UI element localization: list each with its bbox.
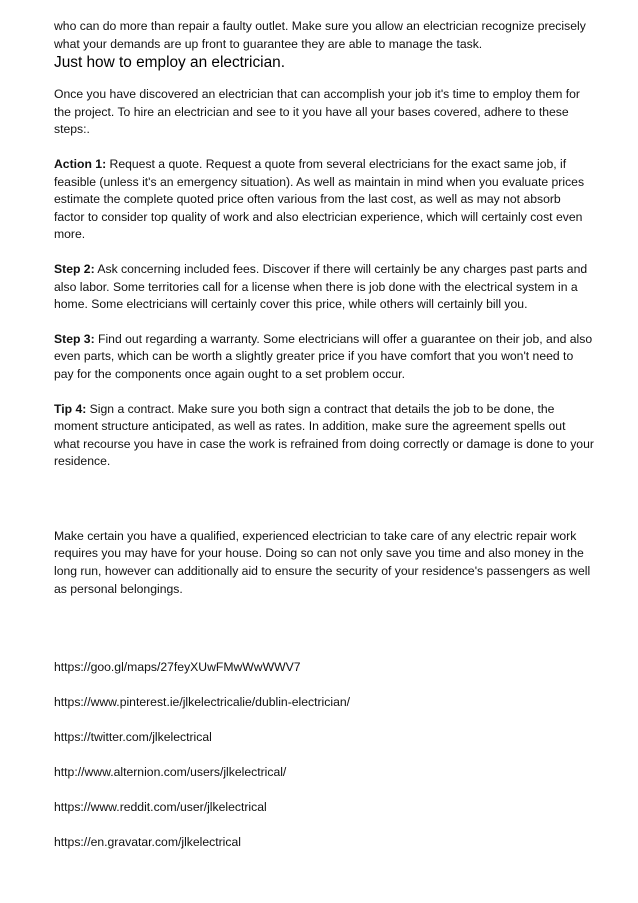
opening-paragraph: Once you have discovered an electrician that can accomplish your job it's time to employ them for the project. To hire an electrician and see to it you have all your bases covered, adhere to these steps:. — [54, 87, 580, 137]
step-paragraph-2 — [54, 261, 594, 314]
link-alternion[interactable]: http://www.alternion.com/users/jlkelectrical/ — [54, 765, 287, 780]
step-paragraph-1 — [54, 156, 594, 244]
step-label-2: Step 2: — [54, 261, 95, 276]
step-text-3: Find out regarding a warranty. Some electricians will offer a guarantee on their job, and also even parts, which can be worth a slightly greater price if you have comfort that you won't need to pay for the components once again ought to a set problem occur. — [54, 331, 593, 381]
section-heading: Just how to employ an electrician. — [54, 54, 285, 72]
step-label-3: Step 3: — [54, 331, 95, 346]
link-google-maps[interactable]: https://goo.gl/maps/27feyXUwFMwWwWWV7 — [54, 660, 301, 675]
step-text-2: Ask concerning included fees. Discover if there will certainly be any charges past parts and also labor. Some territories call for a license when there is job done with the electrical system in a home. Some electricians will certainly cover this price, while others will certainly bill you. — [54, 261, 588, 312]
step-text-1: Request a quote. Request a quote from several electricians for the exact same job, if feasible (unless it's an emergency situation). As well as maintain in mind when you evaluate prices estimate the complete quoted price often various from the last cost, as well as may not absorb factor to consider top quality of work and also electrician experience, which will certainly cost even more. — [54, 156, 585, 242]
step-text-4: Sign a contract. Make sure you both sign a contract that details the job to be done, the moment structure anticipated, as well as rates. In addition, make sure the agreement spells out what recourse you have in case the work is refrained from doing correctly or damage is done to your residence. — [54, 401, 594, 469]
link-gravatar[interactable]: https://en.gravatar.com/jlkelectrical — [54, 835, 241, 850]
blank-space — [54, 488, 594, 528]
step-label-4: Tip 4: — [54, 401, 87, 416]
blank-space — [54, 615, 594, 659]
closing-paragraph: Make certain you have a qualified, experienced electrician to take care of any electric repair work requires you may have for your house. Doing so can not only save you time and also money in the long run, however can additionally aid to ensure the security of your residence's passengers as well as personal belongings. — [54, 528, 591, 596]
link-reddit[interactable]: https://www.reddit.com/user/jlkelectrical — [54, 800, 267, 815]
link-pinterest[interactable]: https://www.pinterest.ie/jlkelectricalie/dublin-electrician/ — [54, 695, 351, 710]
step-paragraph-3 — [54, 331, 594, 384]
link-twitter[interactable]: https://twitter.com/jlkelectrical — [54, 730, 212, 745]
link-list — [54, 659, 594, 852]
step-label-1: Action 1: — [54, 156, 107, 171]
step-paragraph-4 — [54, 401, 594, 471]
document-page — [54, 18, 594, 869]
intro-paragraph: who can do more than repair a faulty outlet. Make sure you allow an electrician recognize precisely what your demands are up front to guarantee they are able to manage the task. — [54, 19, 586, 51]
